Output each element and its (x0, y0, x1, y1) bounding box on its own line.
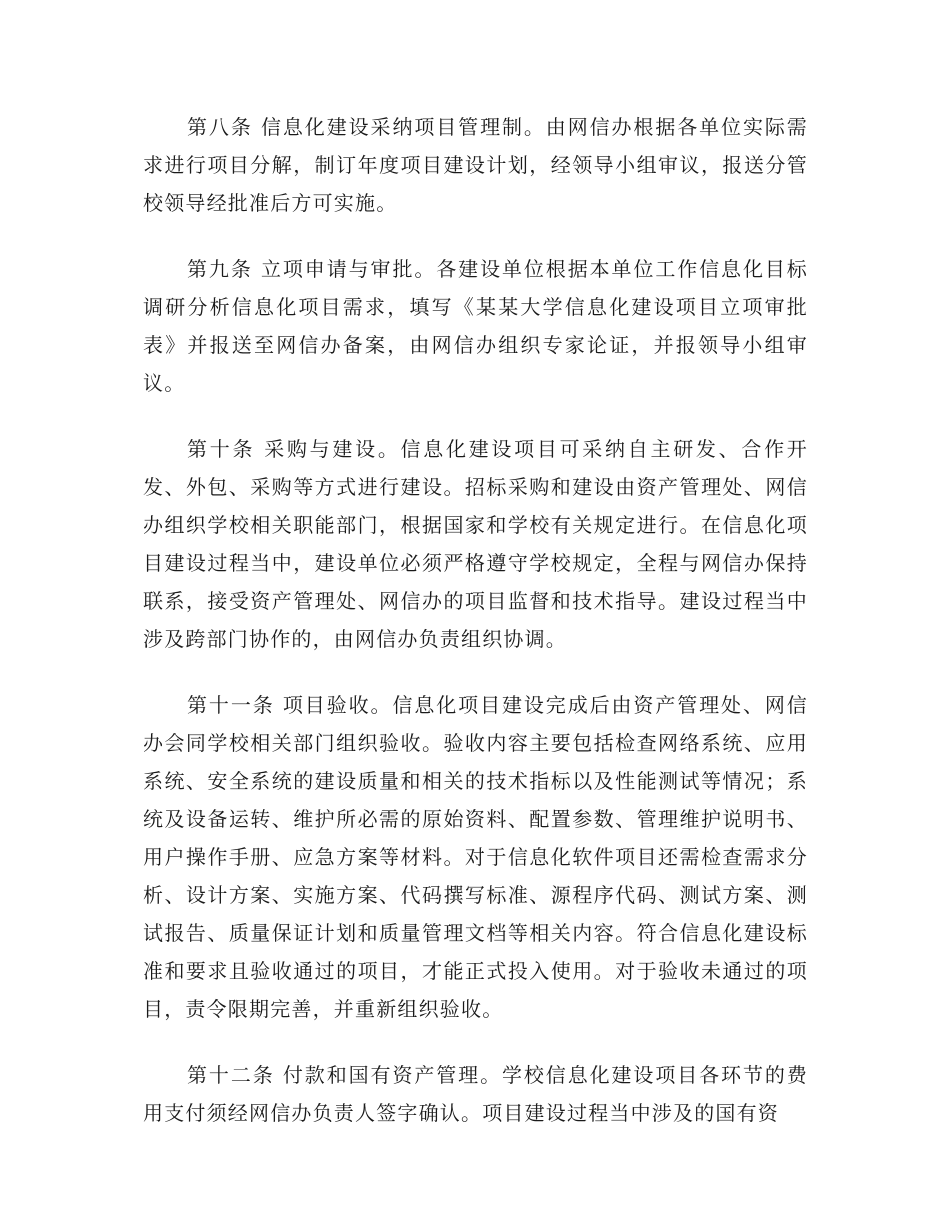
article-9-paragraph: 第九条 立项申请与审批。各建设单位根据本单位工作信息化目标调研分析信息化项目需求，填写《某某大学信息化建设项目立项审批表》并报送至网信办备案，由网信办组织专家论证，并报领导小组审议。 (143, 257, 808, 395)
article-11-paragraph: 第十一条 项目验收。信息化项目建设完成后由资产管理处、网信办会同学校相关部门组织验收。验收内容主要包括检查网络系统、应用系统、安全系统的建设质量和相关的技术指标以及性能测试等情况；系统及设备运转、维护所必需的原始资料、配置参数、管理维护说明书、用户操作手册、应急方案等材料。对于信息化软件项目还需检查需求分析、设计方案、实施方案、代码撰写标准、源程序代码、测试方案、测试报告、质量保证计划和质量管理文档等相关内容。符合信息化建设标准和要求且验收通过的项目，才能正式投入使用。对于验收未通过的项目，责令限期完善，并重新组织验收。 (143, 693, 808, 1021)
article-12-paragraph: 第十二条 付款和国有资产管理。学校信息化建设项目各环节的费用支付须经网信办负责人签字确认。项目建设过程当中涉及的国有资 (143, 1063, 808, 1125)
article-10-paragraph: 第十条 采购与建设。信息化建设项目可采纳自主研发、合作开发、外包、采购等方式进行建设。招标采购和建设由资产管理处、网信办组织学校相关职能部门，根据国家和学校有关规定进行。在信息化项目建设过程当中，建设单位必须严格遵守学校规定，全程与网信办保持联系，接受资产管理处、网信办的项目监督和技术指导。建设过程当中涉及跨部门协作的，由网信办负责组织协调。 (143, 437, 808, 651)
document-body (143, 108, 808, 1132)
article-8-paragraph: 第八条 信息化建设采纳项目管理制。由网信办根据各单位实际需求进行项目分解，制订年度项目建设计划，经领导小组审议，报送分管校领导经批准后方可实施。 (143, 115, 808, 215)
